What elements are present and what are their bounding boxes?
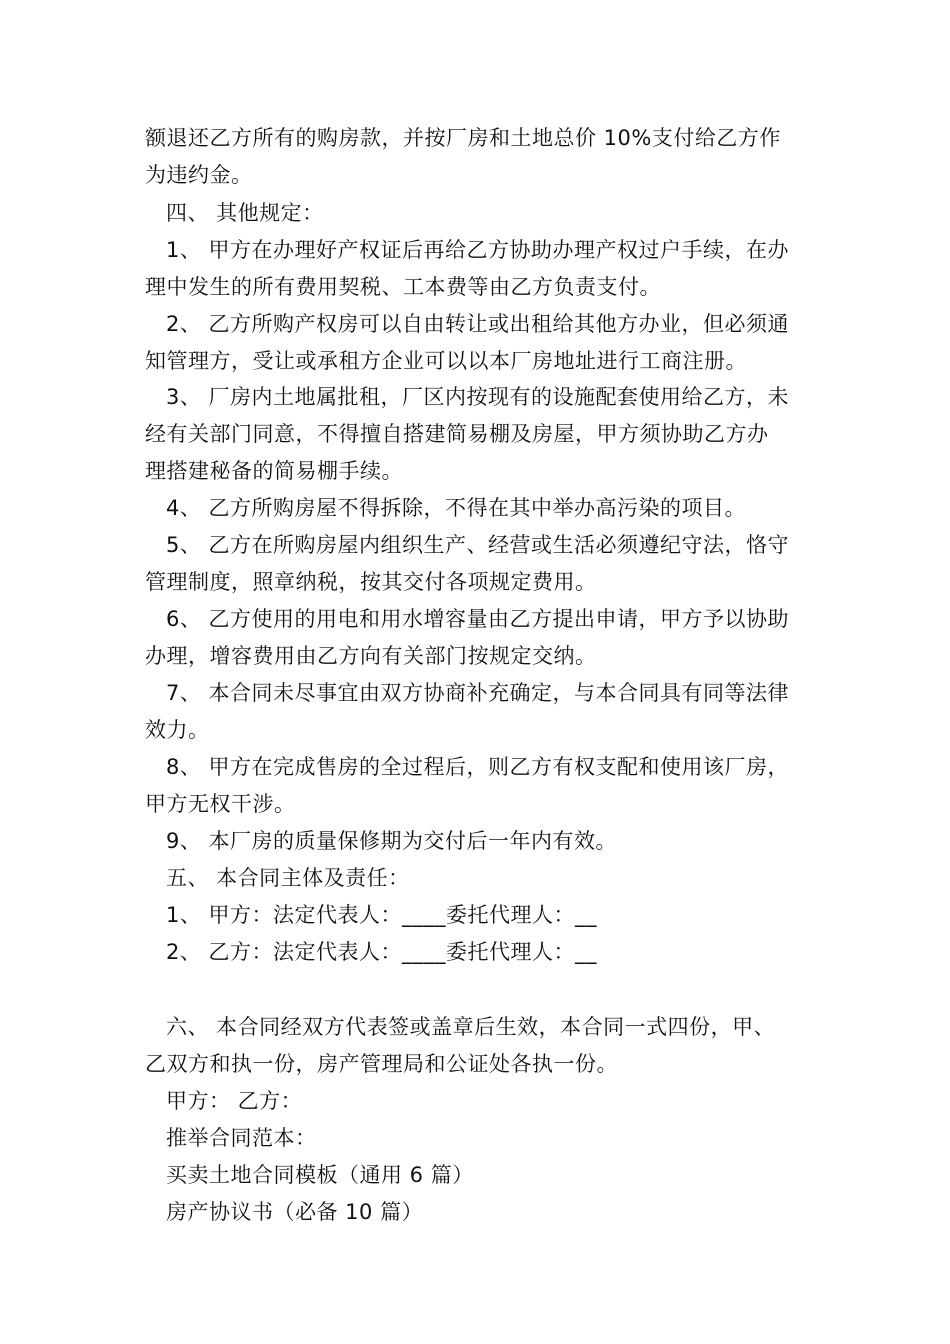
clause-item: 4、 乙方所购房屋不得拆除，不得在其中举办高污染的项目。 <box>166 496 747 520</box>
clause-item: 3、 厂房内土地属批租，厂区内按现有的设施配套使用给乙方，未 <box>166 385 790 409</box>
text-line: 知管理方，受让或承租方企业可以以本厂房地址进行工商注册。 <box>145 349 747 373</box>
text-line: 效力。 <box>145 718 210 742</box>
text-line: 管理制度，照章纳税，按其交付各项规定费用。 <box>145 570 597 594</box>
clause-item: 8、 甲方在完成售房的全过程后，则乙方有权支配和使用该厂房， <box>166 755 790 779</box>
section-heading: 五、 本合同主体及责任： <box>166 866 410 890</box>
clause-item: 1、 甲方在办理好产权证后再给乙方协助办理产权过户手续，在办 <box>166 238 790 262</box>
text-line: 理搭建秘备的简易棚手续。 <box>145 459 403 483</box>
text-line: 乙双方和执一份，房产管理局和公证处各执一份。 <box>145 1052 618 1076</box>
text-line: 甲方无权干涉。 <box>145 792 296 816</box>
recommend-heading: 推举合同范本： <box>166 1126 317 1150</box>
text-line: 额退还乙方所有的购房款，并按厂房和土地总价 10%支付给乙方作 <box>145 126 781 150</box>
party-a-line: 1、 甲方：法定代表人：____委托代理人：__ <box>166 903 598 927</box>
section-heading: 六、 本合同经双方代表签或盖章后生效，本合同一式四份，甲、 <box>166 1015 776 1039</box>
text-line: 为违约金。 <box>145 163 253 187</box>
section-heading: 四、 其他规定： <box>166 201 324 225</box>
clause-item: 7、 本合同未尽事宜由双方协商补充确定，与本合同具有同等法律 <box>166 681 790 705</box>
clause-item: 5、 乙方在所购房屋内组织生产、经营或生活必须遵纪守法，恪守 <box>166 533 790 557</box>
clause-item: 6、 乙方使用的用电和用水增容量由乙方提出申请，甲方予以协助 <box>166 607 790 631</box>
text-line: 理中发生的所有费用契税、工本费等由乙方负责支付。 <box>145 275 661 299</box>
text-line: 经有关部门同意，不得擅自搭建简易棚及房屋，甲方须协助乙方办 <box>145 422 769 446</box>
clause-item: 9、 本厂房的质量保修期为交付后一年内有效。 <box>166 829 618 853</box>
party-b-line: 2、 乙方：法定代表人：____委托代理人：__ <box>166 940 598 964</box>
clause-item: 2、 乙方所购产权房可以自由转让或出租给其他方办业，但必须通 <box>166 312 790 336</box>
recommend-link[interactable]: 房产协议书（必备 10 篇） <box>166 1200 424 1224</box>
signature-line: 甲方： 乙方： <box>166 1089 303 1113</box>
recommend-link[interactable]: 买卖土地合同模板（通用 6 篇） <box>166 1163 474 1187</box>
text-line: 办理，增容费用由乙方向有关部门按规定交纳。 <box>145 644 597 668</box>
